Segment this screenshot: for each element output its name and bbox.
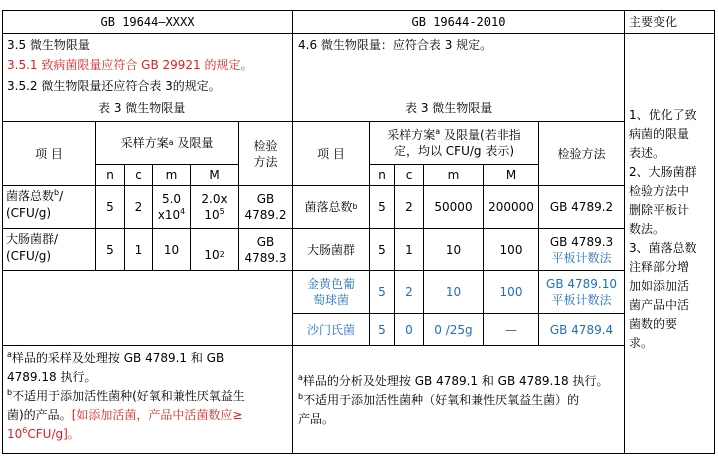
left-row1-c: 2 [134,200,143,214]
left-footnotes: $^a$样品的采样及处理按 GB 4789.1 和 GB 4789.18 执行。 $^b$不适用于添加活性菌种(好氧和兼性厌氧益生 菌)的产品。[如添加活菌，产品中活菌数应≥ $10^6CFU/g$]。 [7,350,245,441]
right-row2-method: GB 4789.3 平板计数法 [549,234,614,265]
left-row2-method: GB 4789.3 [244,234,287,265]
left-th-M: M [209,168,220,182]
right-section-title: 4.6 微生物限量：应符合表 3 规定。 [298,38,493,52]
right-row3-c: 2 [405,285,413,299]
right-row4-c: 0 [405,322,413,337]
left-pathogen-clause: 3.5.1 致病菌限量应符合 GB 29921 的规定。 [7,58,253,72]
right-th-method: 检验方法 [557,146,606,161]
left-th-method: 检验 方法 [253,138,278,169]
left-section-title: 3.5 微生物限量 [7,38,90,52]
left-row2-m: 10 [163,242,180,257]
left-micro-clause: 3.5.2 微生物限量还应符合表 3的规定。 [7,79,221,93]
right-row3-M: 100 [499,285,523,299]
right-th-m: m [447,168,460,182]
right-row1-method: GB 4789.2 [549,200,614,214]
left-row1-item: 菌落总数$^b$/ (CFU/g) [6,188,64,220]
header-col-new: GB 19644—XXXX [100,15,195,29]
left-table-title: 表 3 微生物限量 [98,101,186,115]
right-row1-c: 2 [405,200,413,214]
right-row1-m: 50000 [434,200,473,214]
left-row1-M: 2.0x $10^5$ [201,192,228,222]
left-th-n: n [106,168,114,182]
header-col-old: GB 19644-2010 [411,15,506,29]
right-row3-method: GB 4789.10 平板计数法 [546,277,617,307]
right-footnotes: $^a$样品的分析及处理按 GB 4789.1 和 GB 4789.18 执行。 $^b$不适用于添加活性菌种（好氧和兼性厌氧益生菌）的 产品。 [298,373,609,426]
right-row3-m: 10 [445,285,462,299]
right-row2-c: 1 [405,242,413,257]
left-row1-n: 5 [106,200,114,214]
right-th-M: M [505,168,517,182]
right-row4-method: GB 4789.4 [549,322,614,337]
left-row2-c: 1 [134,242,143,257]
right-row2-M: 100 [499,242,523,257]
header-col-changes: 主要变化 [629,15,678,29]
left-row2-n: 5 [106,242,114,257]
left-row1-method: GB 4789.2 [244,192,287,222]
right-row1-item: 菌落总数 b [304,200,358,214]
left-row2-M: 10 2 [204,247,225,262]
right-table-title: 表 3 微生物限量 [405,101,493,115]
right-row2-n: 5 [378,242,386,257]
left-th-plan: 采样方案 a 及限量 [120,136,214,150]
right-row2-m: 10 [445,242,462,257]
left-row1-m: 5.0 $x10^4$ [157,192,186,222]
right-row4-n: 5 [378,322,386,337]
right-row3-n: 5 [378,285,386,299]
right-row4-m: 0 /25g [434,322,473,337]
right-row1-n: 5 [378,200,386,214]
right-th-item: 项 目 [317,146,345,161]
right-row4-M: — [505,322,517,337]
right-row4-item: 沙门氏菌 [306,322,355,337]
left-row2-item: 大肠菌群/ (CFU/g) [6,232,59,263]
left-th-m: m [165,168,178,182]
right-row2-item: 大肠菌群 [306,242,355,257]
left-th-item: 项 目 [35,146,63,161]
right-th-c: c [405,168,413,182]
left-th-c: c [135,168,142,182]
right-row1-M: 200000 [488,200,534,214]
right-th-n: n [378,168,386,182]
right-row3-item: 金黄色葡 萄球菌 [306,277,355,307]
right-th-plan: 采样方案$^a$ 及限量(若非指 定，均以 CFU/g 表示) [387,127,521,158]
changes-list: 1、优化了致 病菌的限量 表述。 2、大肠菌群 检验方法中 删除平板计 数法。 3、菌落总数 注释部分增 加如添加活 菌产品中活 菌数的要 求。 [629,108,697,350]
